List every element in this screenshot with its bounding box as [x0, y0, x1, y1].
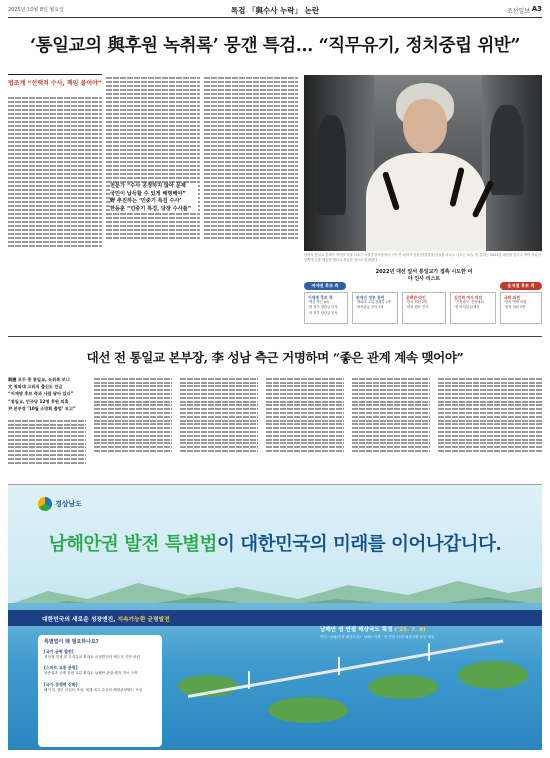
ad-banner-text: 대한민국의 새로운 성장엔진, 지속가능한 균형발전	[42, 617, 170, 623]
advertisement[interactable]	[8, 484, 542, 750]
section-title: 특검 「與수사 누락」 논란	[230, 6, 320, 15]
page-number: A3	[531, 5, 542, 13]
article2-body-column-6	[438, 376, 542, 470]
gyeongnam-logo: 경상남도	[38, 497, 82, 511]
issue-date: 2025년 10월 8일 월요일	[8, 7, 65, 13]
article1-pullquote	[110, 183, 198, 213]
bridge-pylon	[338, 657, 340, 675]
article2-body-column-2	[94, 376, 172, 470]
article1-body-column-1	[8, 95, 102, 318]
pullquote-line: 한동훈 “민중기 특검, 당장 수사를”	[110, 205, 192, 212]
graphic-box: 이재명 후보 측 ·핵심 측근 A씨 ·현 정부 장관급 인사 ·전 정부 장관급 인사	[304, 292, 348, 324]
news-photo	[304, 75, 542, 251]
article2-body-column-5	[352, 376, 430, 470]
info-item: [스마트 교통 관광] 남중권과 국제 관광 교류 확대로 남해안 관광·레저 허브 구축	[44, 665, 138, 676]
pullquote-line: 전문가 “수사 공정하지 않아 문제	[110, 183, 186, 189]
article2-lede	[8, 376, 86, 412]
lede-line: 與圈 모두 중 통일교, 녹취록 보니	[8, 377, 70, 382]
infographic	[304, 268, 542, 328]
info-question: 특별법이 왜 필요하나요?	[44, 639, 99, 645]
graphic-box: 문재인 정부 관련 ·청와대 고위 관계자 2명 ·장차관급 인사 1명	[352, 292, 398, 324]
left-camp-label: 여야권 후보 측	[304, 282, 346, 290]
photo-caption: 한학자 통일교 총재가 지난달 서울 서초구 서울중앙지법에서 구속 전 피의자 심문(영장실질심사)을 마치고 나오는 모습. 한 총재는 2022년 대선을 앞두고 여야 정치인 양쪽에 금품 제공을 했다고 진술한 것으로 알려졌다.	[304, 253, 541, 262]
info-item: [국가 경쟁력 강화] 해기 및 첨단 산업의 육성, 세계 최고 수준의 해양관광벨트 조성	[44, 681, 143, 692]
graphic-box: 국회 의원 ·당시 여야 의원 ·전직 의원 2명	[500, 292, 542, 324]
article1-subhead: 법조계 “선택적 수사, 책임 물어야”	[8, 74, 102, 87]
article2-body-column-3	[180, 376, 258, 470]
pullquote-line: 국민이 납득할 수 있게 해명해야”	[110, 190, 186, 197]
graphic-box: 윤핵관 라인 ·당시 의원 2명 ·대선 캠프 인사	[402, 292, 446, 324]
lede-line: “통일교, 민주당 12명 후원 의혹	[8, 398, 69, 404]
lede-line: 尹 본부장 ‘10월 소망회 출범’ 보고”	[8, 405, 76, 411]
island-shape	[368, 675, 438, 699]
gyeongnam-logo-icon	[38, 497, 52, 511]
page-header	[8, 4, 542, 18]
island-shape	[268, 697, 348, 723]
lede-line: “이재명 후보 측과 사람 닿아 있다”	[8, 391, 74, 397]
island-shape	[458, 661, 528, 689]
newspaper-brand: 조선일보	[506, 8, 530, 15]
section-divider	[8, 336, 542, 337]
article2-body-column-1	[8, 418, 86, 472]
graphic-box: 김건희 여사 라인 ·‘건진법사’ 전성배씨 ·전 비서실 관계자	[450, 292, 496, 324]
right-camp-label: 윤석열 후보 측	[500, 282, 542, 290]
ad-slogan: 남해안권 발전 특별법이 대한민국의 미래를 이어나갑니다.	[48, 534, 502, 555]
article2-body-column-4	[266, 376, 344, 470]
pullquote-line: 野 추진하는 ‘민중기 특검 수사’	[110, 198, 182, 204]
ad-info-box	[38, 635, 162, 747]
bridge-pylon	[248, 671, 250, 689]
article1-body-column-3	[204, 75, 298, 318]
main-headline: ‘통일교의 與후원 녹취록’ 뭉갠 특검… “직무유기, 정치중립 위반”	[29, 36, 521, 56]
second-headline: 대선 전 통일교 본부장, 李 성남 측근 거명하며 “좋은 관계 계속 맺어야”	[86, 350, 464, 365]
lede-line: 文 청와대 고위직 출신도 언급	[8, 384, 63, 390]
bridge-announcement: 남해안 섬 연결 해상국도 확정 (’25. 7. 9) 여수~남해(신설 해상도로) · 남해~거제 · 섬 연결 13개 해상교량 완공 예정	[320, 627, 435, 639]
infographic-title: 2022년 대선 앞서 통일교가 접촉 시도한 여야 인사 리스트	[375, 269, 473, 282]
info-item: [국가 균형 발전] 정상권 경제 및 투자유치 확대로 균형발전의 제도적 기반 마련	[44, 648, 140, 659]
